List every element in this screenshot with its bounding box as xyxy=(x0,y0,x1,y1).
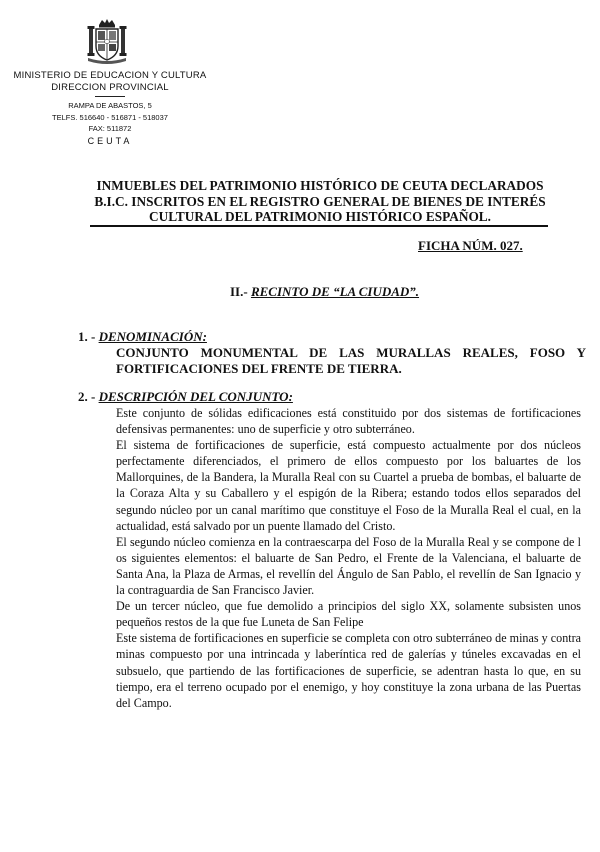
section-2-heading xyxy=(78,389,293,405)
section-title: DESCRIPCIÓN DEL CONJUNTO: xyxy=(98,389,293,404)
description-paragraph: El segundo núcleo comienza en la contraescarpa del Foso de la Muralla Real y se compone de l os siguientes elementos: el baluarte de San Pedro, el Frente de la Valenciana, el baluarte de Santa Ana, la Plaza de Armas, el revellín del Ángulo de San Pablo, el revellín de San Ignacio y la contraguardia de San Francisco Javier. xyxy=(116,534,581,598)
section-number: 2. - xyxy=(78,389,96,404)
enclosure-prefix: II.- xyxy=(230,284,248,299)
description-paragraph: Este sistema de fortificaciones en superficie se completa con otro subterráneo de minas y contra minas compuesto por una intrincada y laberíntica red de galerías y túneles excavadas en el subsuelo, que partiendo de las fortificaciones de superficie, se adentran hasta lo que, en su tiempo, era el terreno ocupado por el enemigo, y hoy constituye la zona urbana de las Puertas del Campo. xyxy=(116,631,581,710)
section-number: 1. - xyxy=(78,329,96,344)
enclosure-heading xyxy=(230,284,419,300)
record-number: FICHA NÚM. 027. xyxy=(418,238,523,253)
enclosure-name: RECINTO DE “LA CIUDAD”. xyxy=(250,284,420,299)
provincial-direction: DIRECCION PROVINCIAL xyxy=(51,82,169,93)
document-title xyxy=(90,178,550,225)
address: RAMPA DE ABASTOS, 5 xyxy=(68,101,152,110)
title-line: INMUEBLES DEL PATRIMONIO HISTÓRICO DE CEUTA DECLARADOS xyxy=(96,178,544,193)
title-line: CULTURAL DEL PATRIMONIO HISTÓRICO ESPAÑOL. xyxy=(149,209,491,224)
fax-number: FAX: 511872 xyxy=(88,124,132,133)
phone-numbers: TELFS. 516640 - 516871 - 518037 xyxy=(52,112,168,122)
title-line: B.I.C. INSCRITOS EN EL REGISTRO GENERAL DE BIENES DE INTERÉS xyxy=(94,193,546,209)
section-title: DENOMINACIÓN: xyxy=(98,329,207,344)
coat-of-arms-emblem xyxy=(85,16,129,66)
description-body xyxy=(116,405,581,711)
letterhead xyxy=(10,70,210,148)
title-underline xyxy=(90,225,548,227)
city: CEUTA xyxy=(87,135,133,146)
description-paragraph: El sistema de fortificaciones de superficie, está compuesto actualmente por dos núcleos perfectamente diferenciados, el primero de ellos compuesto por los baluartes de los Mallorquines, de la Bandera, la Muralla Real con su Cuartel a prueba de bombas, el baluarte de la Coraza Alta y su Caballero y el espigón de la Ribera; estando todos ellos separados del segundo núcleo por un canal marítimo que constituye el Foso de la Muralla Real el cual, en la actualidad, está salvado por un puente llamado del Cristo. xyxy=(116,438,581,533)
letterhead-divider xyxy=(95,96,125,97)
description-paragraph: Este conjunto de sólidas edificaciones está constituido por dos sistemas de fortificaciones defensivas permanentes: uno de superficie y otro subterráneo. xyxy=(116,406,581,437)
ministry-name: MINISTERIO DE EDUCACION Y CULTURA xyxy=(13,70,207,81)
denomination-value: CONJUNTO MONUMENTAL DE LAS MURALLAS REALES, FOSO Y FORTIFICACIONES DEL FRENTE DE TIERRA. xyxy=(116,345,586,376)
description-paragraph: De un tercer núcleo, que fue demolido a principios del siglo XX, solamente subsisten unos pequeños restos de la que fue Luneta de San Felipe xyxy=(116,599,581,630)
section-1-heading xyxy=(78,329,207,345)
